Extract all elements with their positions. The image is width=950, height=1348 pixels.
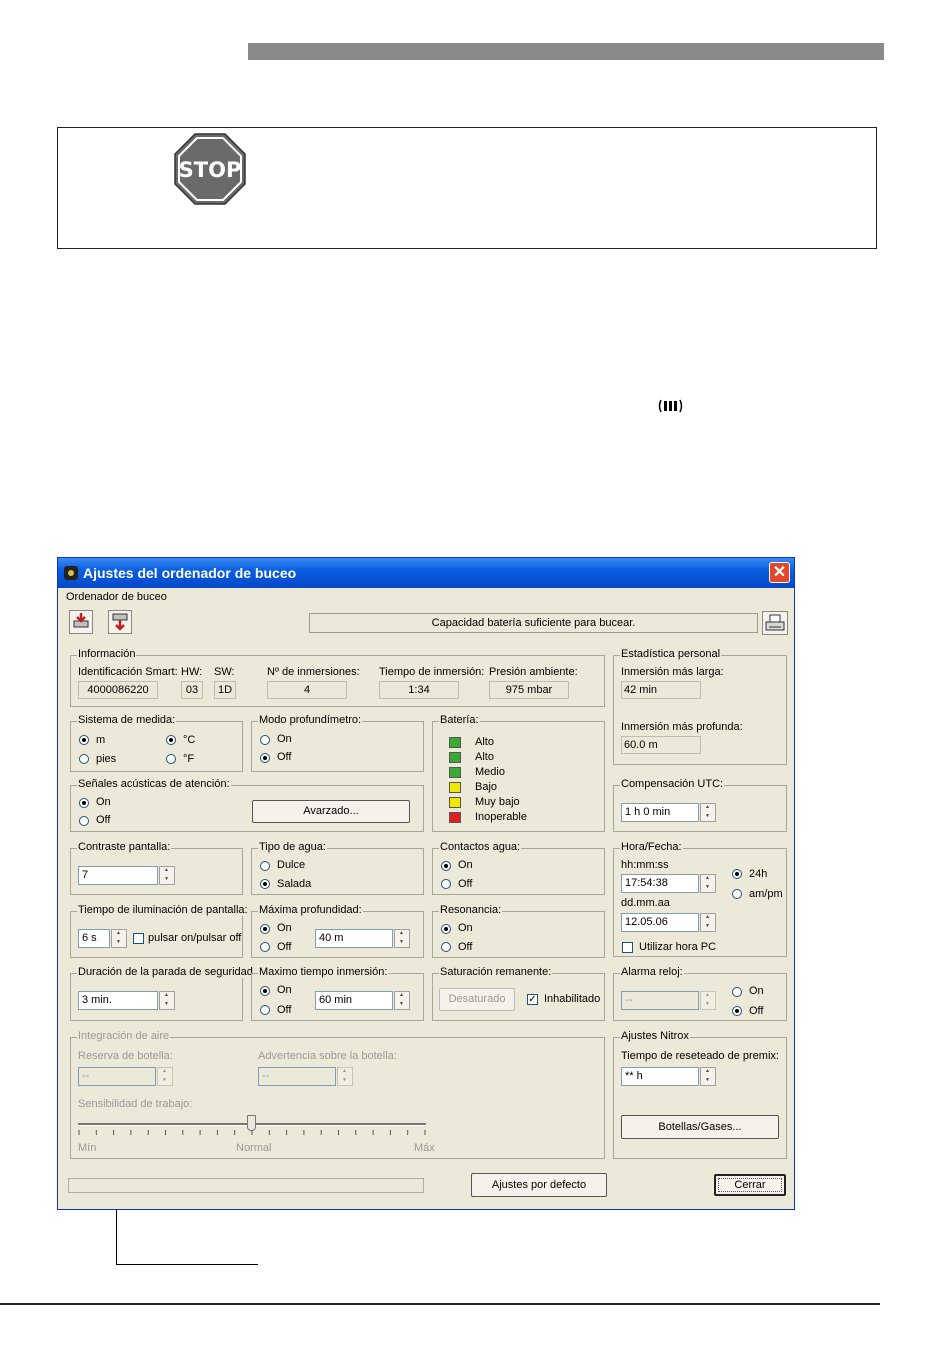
time-input[interactable]: 17:54:38: [621, 874, 699, 893]
sensitivity-slider-thumb[interactable]: [247, 1115, 256, 1131]
max-time-on-radio[interactable]: [260, 986, 270, 996]
safety-stop-input[interactable]: 3 min.: [78, 991, 158, 1010]
sw-value: 1D: [214, 681, 236, 699]
push-on-off-label: pulsar on/pulsar off: [148, 932, 242, 944]
units-title: Sistema de medida:: [78, 714, 176, 726]
contacts-off-label: Off: [458, 878, 473, 890]
print-button[interactable]: [762, 611, 788, 635]
date-format-label: dd.mm.aa: [621, 897, 670, 909]
max-time-group: [251, 966, 424, 1021]
resonance-title: Resonancia:: [440, 904, 502, 916]
printer-icon: [763, 612, 787, 634]
dialog-title: Ajustes del ordenador de buceo: [83, 565, 297, 581]
battery-level-6: Inoperable: [475, 811, 527, 823]
close-icon[interactable]: ✕: [769, 562, 790, 583]
bottle-reserve-input[interactable]: --: [78, 1067, 156, 1086]
battery-swatch-1: [449, 737, 461, 748]
saturation-title: Saturación remanente:: [440, 966, 552, 978]
date-input[interactable]: 12.05.06: [621, 913, 699, 932]
upload-button[interactable]: [108, 610, 132, 634]
dive-time-value: 1:34: [379, 681, 459, 699]
backlight-title: Tiempo de iluminación de pantalla:: [78, 904, 248, 916]
max-depth-title: Máxima profundidad:: [259, 904, 362, 916]
battery-level-3: Medio: [475, 766, 505, 778]
footer-rule: [0, 1303, 880, 1305]
format-ampm-label: am/pm: [749, 888, 783, 900]
use-pc-time-label: Utilizar hora PC: [639, 941, 717, 953]
unit-fahrenheit-radio[interactable]: [166, 754, 176, 764]
acoustic-title: Señales acústicas de atención:: [78, 778, 230, 790]
datetime-group: [613, 841, 787, 957]
depth-mode-on-label: On: [277, 733, 292, 745]
dives-value: 4: [267, 681, 347, 699]
backlight-group: [70, 904, 248, 958]
stats-title: Estadística personal: [621, 648, 721, 660]
safety-stop-group: [70, 966, 253, 1021]
upload-icon: [109, 611, 131, 633]
air-integration-title: Integración de aire: [78, 1030, 170, 1042]
bottles-gases-button[interactable]: Botellas/Gases...: [621, 1115, 779, 1139]
water-type-title: Tipo de agua:: [259, 841, 326, 853]
resonance-off-label: Off: [458, 941, 473, 953]
saturation-group: [432, 966, 605, 1021]
time-spinner[interactable]: [700, 874, 716, 893]
unit-feet-radio[interactable]: [79, 754, 89, 764]
water-type-group: [251, 841, 424, 895]
depth-mode-off-label: Off: [277, 751, 292, 763]
acoustic-on-label: On: [96, 796, 111, 808]
backlight-input[interactable]: 6 s: [78, 929, 110, 948]
bottle-reserve-label: Reserva de botella:: [78, 1050, 173, 1062]
format-ampm-radio[interactable]: [732, 889, 742, 899]
stats-group: [613, 648, 787, 765]
disabled-label: Inhabilitado: [544, 993, 601, 1005]
progress-bar: [68, 1178, 424, 1193]
settings-dialog: [57, 557, 795, 1210]
resonance-group: [432, 904, 605, 958]
pressure-label: Presión ambiente:: [489, 666, 578, 678]
sensitivity-min-label: Mín: [78, 1142, 97, 1154]
push-on-off-checkbox[interactable]: [133, 933, 144, 944]
premix-reset-spinner[interactable]: [700, 1067, 716, 1086]
deepest-dive-label: Inmersión más profunda:: [621, 721, 743, 733]
contacts-on-radio[interactable]: [441, 861, 451, 871]
use-pc-time-checkbox[interactable]: [622, 942, 633, 953]
depth-mode-group: [251, 714, 424, 772]
contacts-on-label: On: [458, 859, 473, 871]
dives-label: Nº de inmersiones:: [267, 666, 360, 678]
battery-swatch-6: [449, 812, 461, 823]
max-time-input[interactable]: 60 min: [315, 991, 393, 1010]
alarm-off-label: Off: [749, 1005, 764, 1017]
title-bar[interactable]: [58, 558, 794, 588]
safety-stop-spinner[interactable]: [159, 991, 175, 1010]
nitrox-group: [613, 1030, 787, 1159]
water-salt-radio[interactable]: [260, 879, 270, 889]
utc-title: Compensación UTC:: [621, 778, 724, 790]
unit-celsius-label: °C: [183, 734, 196, 746]
battery-swatch-5: [449, 797, 461, 808]
battery-level-5: Muy bajo: [475, 796, 520, 808]
sensitivity-ticks: [78, 1130, 428, 1138]
depth-mode-on-radio[interactable]: [260, 735, 270, 745]
battery-swatch-4: [449, 782, 461, 793]
date-spinner[interactable]: [700, 913, 716, 932]
acoustic-off-label: Off: [96, 814, 111, 826]
longest-dive-value: 42 min: [621, 681, 701, 699]
hw-label: HW:: [181, 666, 203, 678]
max-depth-group: [251, 904, 424, 958]
close-button[interactable]: Cerrar: [714, 1174, 786, 1196]
premix-reset-input[interactable]: ** h: [621, 1067, 699, 1086]
info-title: Información: [78, 648, 136, 660]
dive-time-label: Tiempo de inmersión:: [379, 666, 485, 678]
water-salt-label: Salada: [277, 878, 312, 890]
smart-id-value: 4000086220: [78, 681, 158, 699]
download-button[interactable]: [69, 610, 93, 634]
alarm-spinner[interactable]: [700, 991, 716, 1010]
max-time-off-label: Off: [277, 1004, 292, 1016]
water-fresh-radio[interactable]: [260, 861, 270, 871]
alarm-off-radio[interactable]: [732, 1006, 742, 1016]
depth-mode-title: Modo profundímetro:: [259, 714, 362, 726]
alarm-group: [613, 966, 787, 1021]
max-time-title: Maximo tiempo inmersión:: [259, 966, 388, 978]
pressure-value: 975 mbar: [489, 681, 569, 699]
battery-level-2: Alto: [475, 751, 494, 763]
menu-dive-computer[interactable]: Ordenador de buceo: [66, 591, 167, 603]
max-time-on-label: On: [277, 984, 292, 996]
unit-celsius-radio[interactable]: [166, 735, 176, 745]
time-format-label: hh:mm:ss: [621, 859, 669, 871]
unit-fahrenheit-label: °F: [183, 753, 195, 765]
alarm-title: Alarma reloj:: [621, 966, 683, 978]
units-group: [70, 714, 243, 772]
battery-swatch-3: [449, 767, 461, 778]
acoustic-on-radio[interactable]: [79, 798, 89, 808]
max-depth-off-label: Off: [277, 941, 292, 953]
utc-spinner[interactable]: [700, 803, 716, 822]
callout-line-horizontal: [116, 1264, 258, 1265]
acoustic-group: [70, 778, 424, 832]
battery-status: Capacidad batería suficiente para bucear.: [309, 613, 758, 633]
resonance-on-label: On: [458, 922, 473, 934]
nitrox-title: Ajustes Nitrox: [621, 1030, 689, 1042]
desaturated-button[interactable]: Desaturado: [439, 988, 515, 1011]
deepest-dive-value: 60.0 m: [621, 736, 701, 754]
max-depth-spinner[interactable]: [394, 929, 410, 948]
app-icon: [64, 566, 78, 580]
max-depth-input[interactable]: 40 m: [315, 929, 393, 948]
contrast-spinner[interactable]: [159, 866, 175, 885]
utc-input[interactable]: 1 h 0 min: [621, 803, 699, 822]
max-depth-on-label: On: [277, 922, 292, 934]
acoustic-signal-icon: [658, 398, 686, 414]
battery-level-1: Alto: [475, 736, 494, 748]
header-bar: [248, 43, 884, 60]
format-24h-label: 24h: [749, 868, 768, 880]
acoustic-off-radio[interactable]: [79, 816, 89, 826]
water-fresh-label: Dulce: [277, 859, 306, 871]
stop-sign-icon: [174, 133, 246, 205]
backlight-spinner[interactable]: [111, 929, 127, 948]
contrast-group: [70, 841, 243, 895]
depth-mode-off-radio[interactable]: [260, 753, 270, 763]
premix-reset-label: Tiempo de reseteado de premix:: [621, 1050, 779, 1062]
bottle-warning-input[interactable]: --: [258, 1067, 336, 1086]
hw-value: 03: [181, 681, 203, 699]
bottle-warning-label: Advertencia sobre la botella:: [258, 1050, 397, 1062]
water-contacts-group: [432, 841, 605, 895]
air-integration-group: [70, 1030, 605, 1159]
battery-group: [432, 714, 605, 832]
contacts-off-radio[interactable]: [441, 879, 451, 889]
defaults-button[interactable]: Ajustes por defecto: [471, 1173, 607, 1197]
battery-title: Batería:: [440, 714, 479, 726]
bottle-warning-spinner[interactable]: [337, 1067, 353, 1086]
smart-id-label: Identificación Smart:: [78, 666, 178, 678]
sensitivity-normal-label: Normal: [236, 1142, 272, 1154]
max-time-spinner[interactable]: [394, 991, 410, 1010]
unit-feet-label: pies: [96, 753, 117, 765]
battery-level-4: Bajo: [475, 781, 498, 793]
disabled-checkbox[interactable]: ✓: [528, 994, 537, 1005]
info-group: [70, 648, 605, 707]
alarm-on-label: On: [749, 985, 764, 997]
menu-bar: [58, 588, 794, 606]
sensitivity-max-label: Máx: [414, 1142, 435, 1154]
resonance-off-radio[interactable]: [441, 942, 451, 952]
sensitivity-label: Sensibilidad de trabajo:: [78, 1098, 193, 1110]
advanced-button[interactable]: Avarzado...: [252, 800, 410, 823]
water-contacts-title: Contactos agua:: [440, 841, 521, 853]
datetime-title: Hora/Fecha:: [621, 841, 682, 853]
battery-swatch-2: [449, 752, 461, 763]
alarm-input[interactable]: --: [621, 991, 699, 1010]
alarm-on-radio[interactable]: [732, 987, 742, 997]
download-icon: [70, 611, 92, 633]
bottle-reserve-spinner[interactable]: [157, 1067, 173, 1086]
svg-text:STOP: STOP: [178, 158, 242, 182]
contrast-input[interactable]: 7: [78, 866, 158, 885]
max-depth-off-radio[interactable]: [260, 942, 270, 952]
sw-label: SW:: [214, 666, 235, 678]
format-24h-radio[interactable]: [732, 869, 742, 879]
unit-meters-label: m: [96, 734, 106, 746]
max-time-off-radio[interactable]: [260, 1005, 270, 1015]
max-depth-on-radio[interactable]: [260, 924, 270, 934]
unit-meters-radio[interactable]: [79, 735, 89, 745]
longest-dive-label: Inmersión más larga:: [621, 666, 724, 678]
utc-group: [613, 778, 787, 832]
contrast-title: Contraste pantalla:: [78, 841, 171, 853]
safety-stop-title: Duración de la parada de seguridad: [78, 966, 253, 978]
resonance-on-radio[interactable]: [441, 924, 451, 934]
